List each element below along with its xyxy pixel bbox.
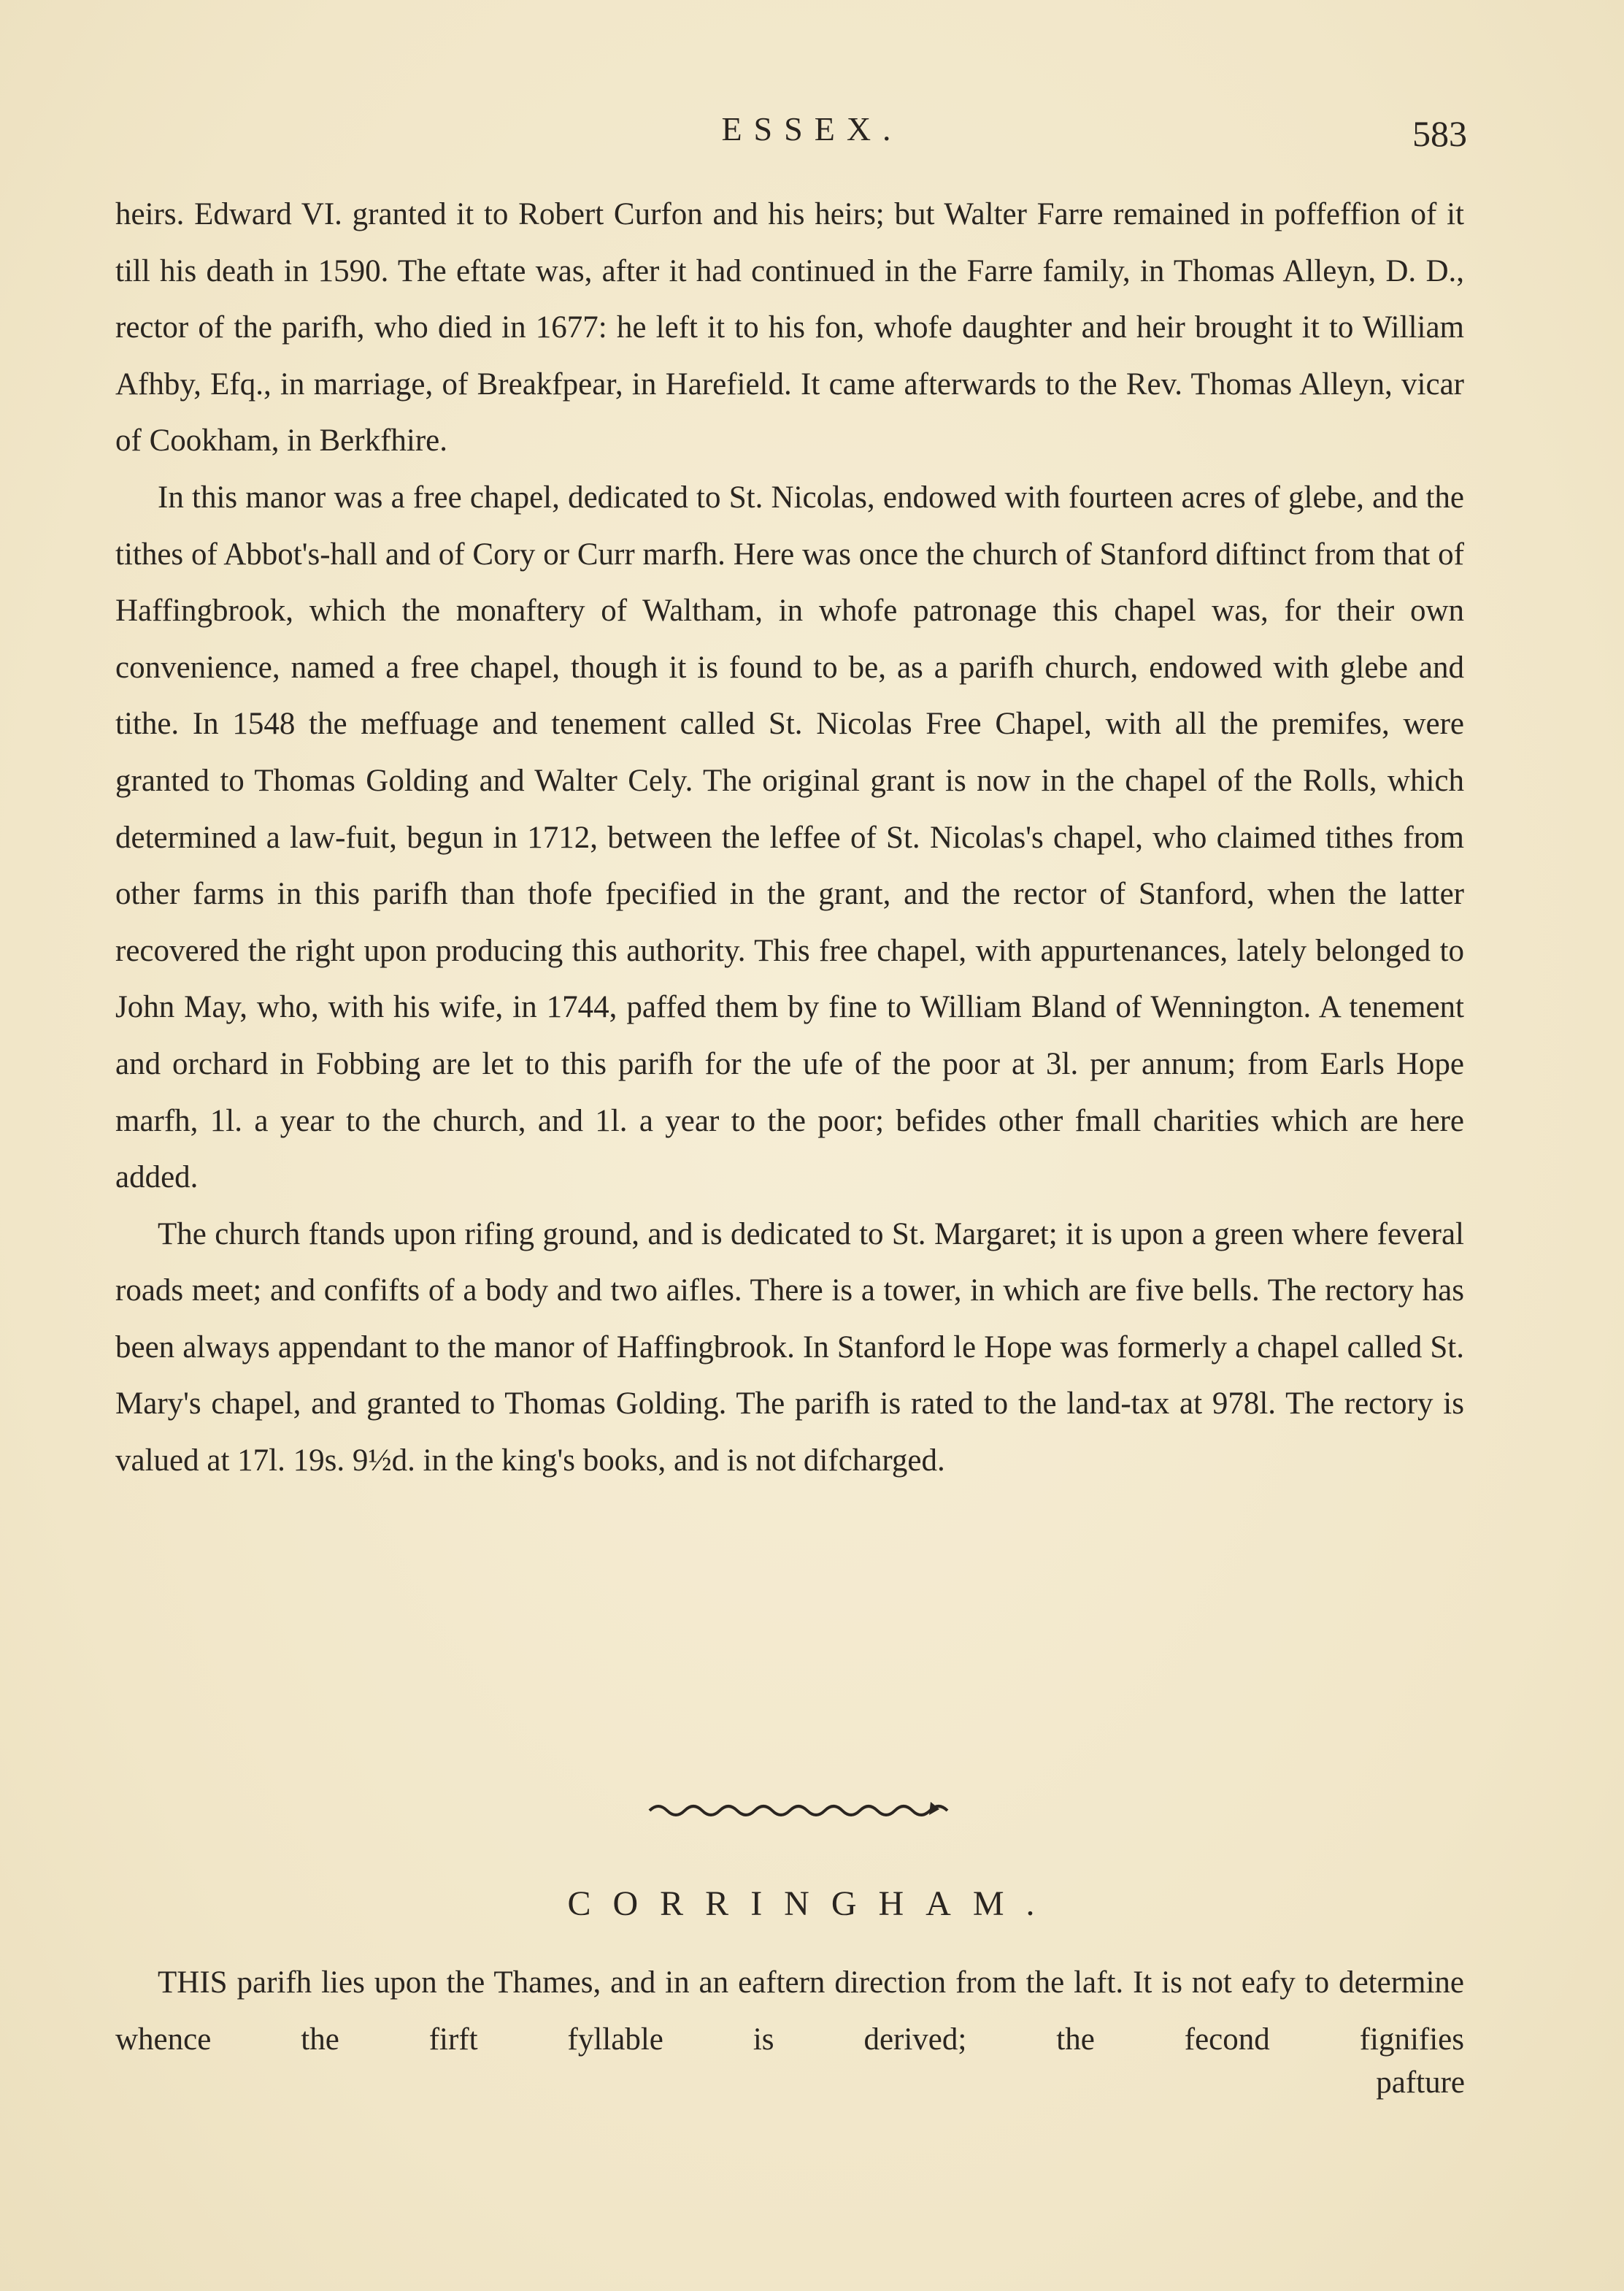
catchword: pafture	[1376, 2065, 1465, 2100]
decorative-ornament	[642, 1797, 949, 1819]
paragraph-3: The church ftands upon rifing ground, and is dedicated to St. Margaret; it is upon a green where feveral roads meet; and confifts of a body and two aifles. There is a tower, in which are five bells. The rectory has been always appendant to the manor of Haffingbrook. In Stanford le Hope was formerly a chapel called St. Mary's chapel, and granted to Thomas Golding. The parifh is rated to the land-tax at 978l. The rectory is valued at 17l. 19s. 9½d. in the king's books, and is not difcharged.	[115, 1216, 1464, 1478]
paragraph-1: heirs. Edward VI. granted it to Robert Curfon and his heirs; but Walter Farre remained in poffeffion of it till his death in 1590. The eftate was, after it had continued in the Farre family, in Thomas Alleyn, D. D., rector of the parifh, who died in 1677: he left it to his fon, whofe daughter and heir brought it to William Afhby, Efq., in marriage, of Breakfpear, in Harefield. It came afterwards to the Rev. Thomas Alleyn, vicar of Cookham, in Berkfhire.	[115, 197, 1464, 458]
section-paragraph: THIS parifh lies upon the Thames, and in an eaftern direction from the laft. It is not eafy to determine whence the firft fyllable is derived; the fecond fignifies	[115, 1965, 1464, 2057]
running-head: ESSEX.	[721, 110, 903, 147]
section-title: CORRINGHAM.	[567, 1884, 1057, 1923]
page-number: 583	[1412, 113, 1467, 154]
section-body	[115, 1954, 1464, 2068]
paragraph-2: In this manor was a free chapel, dedicated to St. Nicolas, endowed with fourteen acres of glebe, and the tithes of Abbot's-hall and of Cory or Curr marfh. Here was once the church of Stanford diftinct from that of Haffingbrook, which the monaftery of Waltham, in whofe patronage this chapel was, for their own convenience, named a free chapel, though it is found to be, as a parifh church, endowed with glebe and tithe. In 1548 the meffuage and tenement called St. Nicolas Free Chapel, with all the premifes, were granted to Thomas Golding and Walter Cely. The original grant is now in the chapel of the Rolls, which determined a law-fuit, begun in 1712, between the leffee of St. Nicolas's chapel, who claimed tithes from other farms in this parifh than thofe fpecified in the grant, and the rector of Stanford, when the latter recovered the right upon producing this authority. This free chapel, with appurtenances, lately belonged to John May, who, with his wife, in 1744, paffed them by fine to William Bland of Wennington. A tenement and orchard in Fobbing are let to this parifh for the ufe of the poor at 3l. per annum; from Earls Hope marfh, 1l. a year to the church, and 1l. a year to the poor; befides other fmall charities which are here added.	[115, 480, 1464, 1195]
body-text	[115, 186, 1464, 1489]
page-header	[0, 110, 1624, 161]
